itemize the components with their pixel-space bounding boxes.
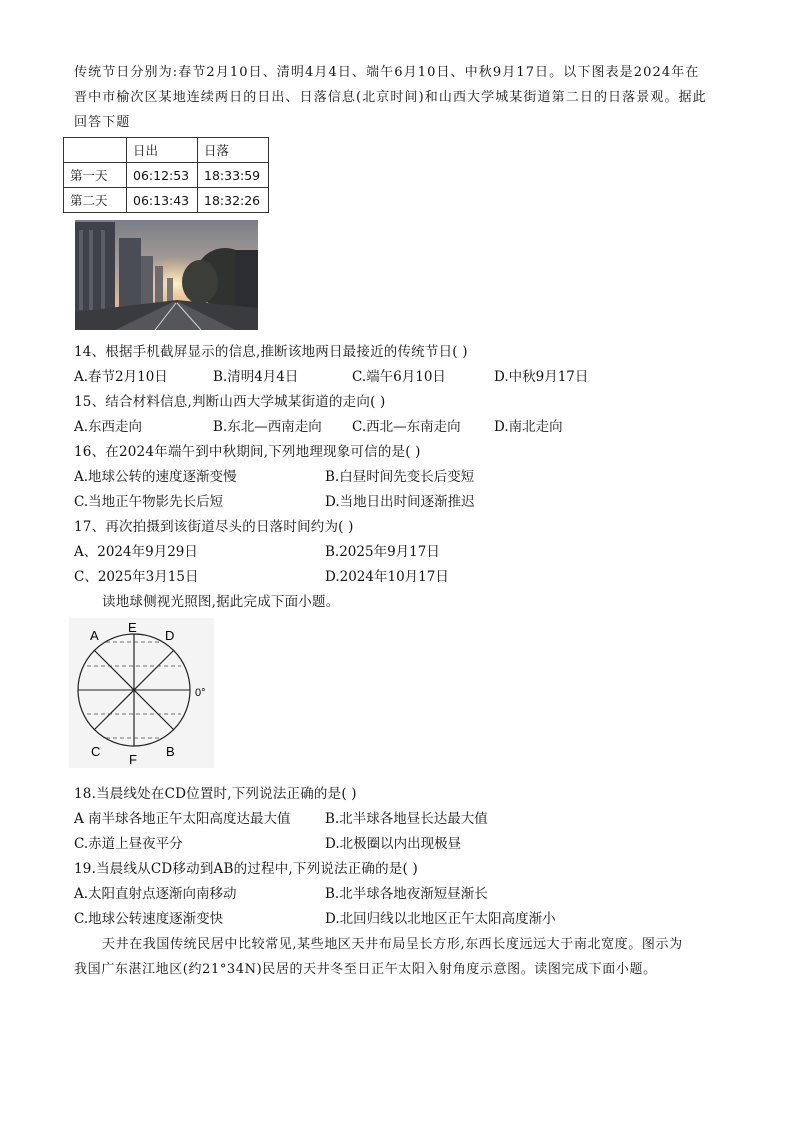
question-17-stem: 17、再次拍摄到该街道尽头的日落时间约为( ) — [74, 519, 354, 535]
intro-line-3: 回答下题 — [74, 115, 131, 130]
table-cell: 06:13:43 — [127, 188, 198, 213]
table-cell: 18:33:59 — [198, 163, 269, 188]
question-16-option-a: A.地球公转的速度逐渐变慢 — [74, 469, 237, 485]
table-header-cell: 日出 — [127, 138, 198, 163]
question-14-option-b: B.清明4月4日 — [213, 369, 299, 385]
question-17-option-c: C、2025年3月15日 — [74, 569, 199, 585]
table-header-cell — [64, 138, 127, 163]
bottom-intro-line-1: 天井在我国传统民居中比较常见,某些地区天井布局呈长方形,东西长度远远大于南北宽度。图示为 — [102, 937, 683, 952]
question-15-option-a: A.东西走向 — [74, 419, 143, 435]
table-cell: 第一天 — [64, 163, 127, 188]
label-f: F — [129, 752, 137, 767]
intro-line-1: 传统节日分别为:春节2月10日、清明4月4日、端午6月10日、中秋9月17日。以下图表是2024年在 — [74, 65, 700, 80]
question-15-option-d: D.南北走向 — [494, 419, 563, 435]
earth-illumination-diagram — [69, 618, 214, 768]
intro-line-2: 晋中市榆次区某地连续两日的日出、日落信息(北京时间)和山西大学城某街道第二日的日落景观。据此 — [74, 90, 707, 105]
question-15-option-c: C.西北—东南走向 — [352, 419, 461, 435]
label-a: A — [90, 628, 99, 643]
label-e: E — [128, 620, 137, 635]
question-18-option-d: D.北极圈以内出现极昼 — [325, 836, 462, 852]
question-16-stem: 16、在2024年端午到中秋期间,下列地理现象可信的是( ) — [74, 444, 421, 460]
question-15-option-b: B.东北—西南走向 — [213, 419, 322, 435]
question-19-option-d: D.北回归线以北地区正午太阳高度渐小 — [325, 911, 556, 927]
street-sunset-photo — [75, 220, 258, 330]
diagram-intro: 读地球侧视光照图,据此完成下面小题。 — [102, 594, 340, 610]
question-17-option-d: D.2024年10月17日 — [325, 569, 449, 585]
question-19-option-b: B.北半球各地夜渐短昼渐长 — [325, 886, 488, 902]
question-17-option-a: A、2024年9月29日 — [74, 544, 198, 560]
question-14-option-c: C.端午6月10日 — [352, 369, 446, 385]
question-19-option-c: C.地球公转速度逐渐变快 — [74, 911, 224, 927]
sunrise-sunset-table — [63, 137, 269, 213]
label-c: C — [91, 744, 101, 759]
question-18-option-b: B.北半球各地昼长达最大值 — [325, 811, 488, 827]
question-18-option-c: C.赤道上昼夜平分 — [74, 836, 183, 852]
label-b: B — [166, 744, 175, 759]
table-header-row — [64, 138, 269, 163]
question-14-option-d: D.中秋9月17日 — [494, 369, 589, 385]
table-cell: 第二天 — [64, 188, 127, 213]
table-row — [64, 163, 269, 188]
question-17-option-b: B.2025年9月17日 — [325, 544, 440, 560]
question-18-option-a: A 南半球各地正午太阳高度达最大值 — [74, 811, 291, 827]
question-16-option-d: D.当地日出时间逐渐推迟 — [325, 494, 475, 510]
table-row — [64, 188, 269, 213]
question-18-stem: 18.当晨线处在CD位置时,下列说法正确的是( ) — [74, 786, 357, 802]
question-15-stem: 15、结合材料信息,判断山西大学城某街道的走向( ) — [74, 394, 386, 410]
table-cell: 18:32:26 — [198, 188, 269, 213]
question-16-option-b: B.白昼时间先变长后变短 — [325, 469, 475, 485]
question-19-option-a: A.太阳直射点逐渐向南移动 — [74, 886, 237, 902]
question-14-stem: 14、根据手机截屏显示的信息,推断该地两日最接近的传统节日( ) — [74, 344, 468, 360]
table-header-cell: 日落 — [198, 138, 269, 163]
table-cell: 06:12:53 — [127, 163, 198, 188]
label-equator: 0° — [195, 687, 206, 699]
question-16-option-c: C.当地正午物影先长后短 — [74, 494, 224, 510]
question-19-stem: 19.当晨线从CD移动到AB的过程中,下列说法正确的是( ) — [74, 861, 418, 877]
label-d: D — [165, 628, 175, 643]
bottom-intro-line-2: 我国广东湛江地区(约21°34N)民居的天井冬至日正午太阳入射角度示意图。读图完成下面小题。 — [74, 962, 657, 977]
question-14-option-a: A.春节2月10日 — [74, 369, 168, 385]
